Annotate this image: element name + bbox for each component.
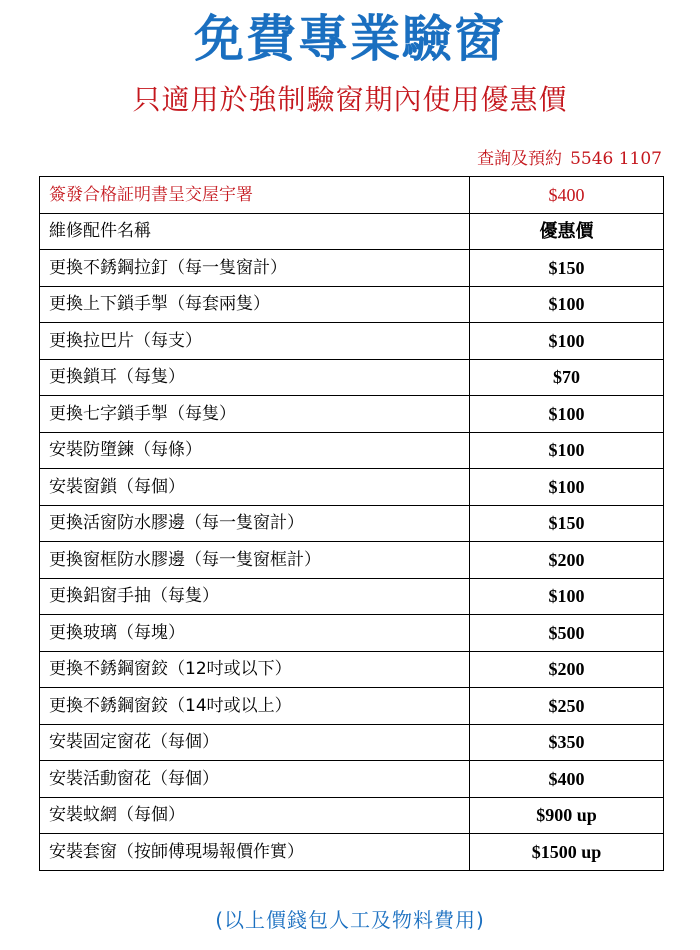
- table-row: [40, 323, 664, 360]
- table-row: [40, 469, 664, 506]
- item-name: 安裝固定窗花（每個）: [40, 724, 470, 761]
- table-row: [40, 542, 664, 579]
- footer-note: (以上價錢包人工及物料費用): [215, 908, 485, 932]
- table-row: [40, 578, 664, 615]
- table-header-row: [40, 213, 664, 250]
- item-name: 更換上下鎖手掣（每套兩隻）: [40, 286, 470, 323]
- item-price: $1500 up: [470, 834, 664, 871]
- table-row: [40, 359, 664, 396]
- item-name: 更換不銹鋼窗鉸（14吋或以上）: [40, 688, 470, 725]
- item-name: 更換拉巴片（每支）: [40, 323, 470, 360]
- table-row: [40, 651, 664, 688]
- table-row: [40, 834, 664, 871]
- certificate-name: 簽發合格証明書呈交屋宇署: [40, 177, 470, 214]
- item-price: $150: [470, 505, 664, 542]
- column-header-price: 優惠價: [470, 213, 664, 250]
- column-header-name: 維修配件名稱: [40, 213, 470, 250]
- item-name: 安裝蚊網（每個）: [40, 797, 470, 834]
- item-price: $400: [470, 761, 664, 798]
- table-row: [40, 615, 664, 652]
- item-price: $150: [470, 250, 664, 287]
- price-table-body: [40, 177, 664, 871]
- item-price: $100: [470, 432, 664, 469]
- item-name: 安裝活動窗花（每個）: [40, 761, 470, 798]
- item-price: $100: [470, 578, 664, 615]
- item-price: $70: [470, 359, 664, 396]
- item-price: $100: [470, 286, 664, 323]
- table-row: [40, 688, 664, 725]
- item-name: 更換七字鎖手掣（每隻）: [40, 396, 470, 433]
- item-name: 安裝防墮鍊（每條）: [40, 432, 470, 469]
- item-name: 安裝套窗（按師傅現場報價作實）: [40, 834, 470, 871]
- item-name: 更換鋁窗手抽（每隻）: [40, 578, 470, 615]
- item-price: $200: [470, 651, 664, 688]
- item-price: $500: [470, 615, 664, 652]
- page-title: 免費專業驗窗: [194, 10, 506, 68]
- item-name: 更換窗框防水膠邊（每一隻窗框計）: [40, 542, 470, 579]
- item-price: $100: [470, 469, 664, 506]
- item-name: 更換活窗防水膠邊（每一隻窗計）: [40, 505, 470, 542]
- item-price: $100: [470, 396, 664, 433]
- table-row: [40, 432, 664, 469]
- item-name: 更換不銹鋼窗鉸（12吋或以下）: [40, 651, 470, 688]
- table-row: [40, 797, 664, 834]
- item-price: $100: [470, 323, 664, 360]
- table-row: [40, 286, 664, 323]
- table-row: [40, 505, 664, 542]
- item-name: 更換鎖耳（每隻）: [40, 359, 470, 396]
- table-row: [40, 724, 664, 761]
- item-price: $200: [470, 542, 664, 579]
- price-table: [39, 176, 664, 871]
- item-price: $250: [470, 688, 664, 725]
- contact-line: [477, 148, 662, 170]
- contact-label: 查詢及預約: [477, 149, 563, 169]
- item-name: 更換不銹鋼拉釘（每一隻窗計）: [40, 250, 470, 287]
- item-price: $900 up: [470, 797, 664, 834]
- table-row: [40, 250, 664, 287]
- certificate-row: [40, 177, 664, 214]
- item-name: 安裝窗鎖（每個）: [40, 469, 470, 506]
- item-price: $350: [470, 724, 664, 761]
- contact-phone: 5546 1107: [570, 149, 662, 169]
- certificate-price: $400: [470, 177, 664, 214]
- table-row: [40, 761, 664, 798]
- table-row: [40, 396, 664, 433]
- page-subtitle: 只適用於強制驗窗期內使用優惠價: [132, 83, 568, 116]
- item-name: 更換玻璃（每塊）: [40, 615, 470, 652]
